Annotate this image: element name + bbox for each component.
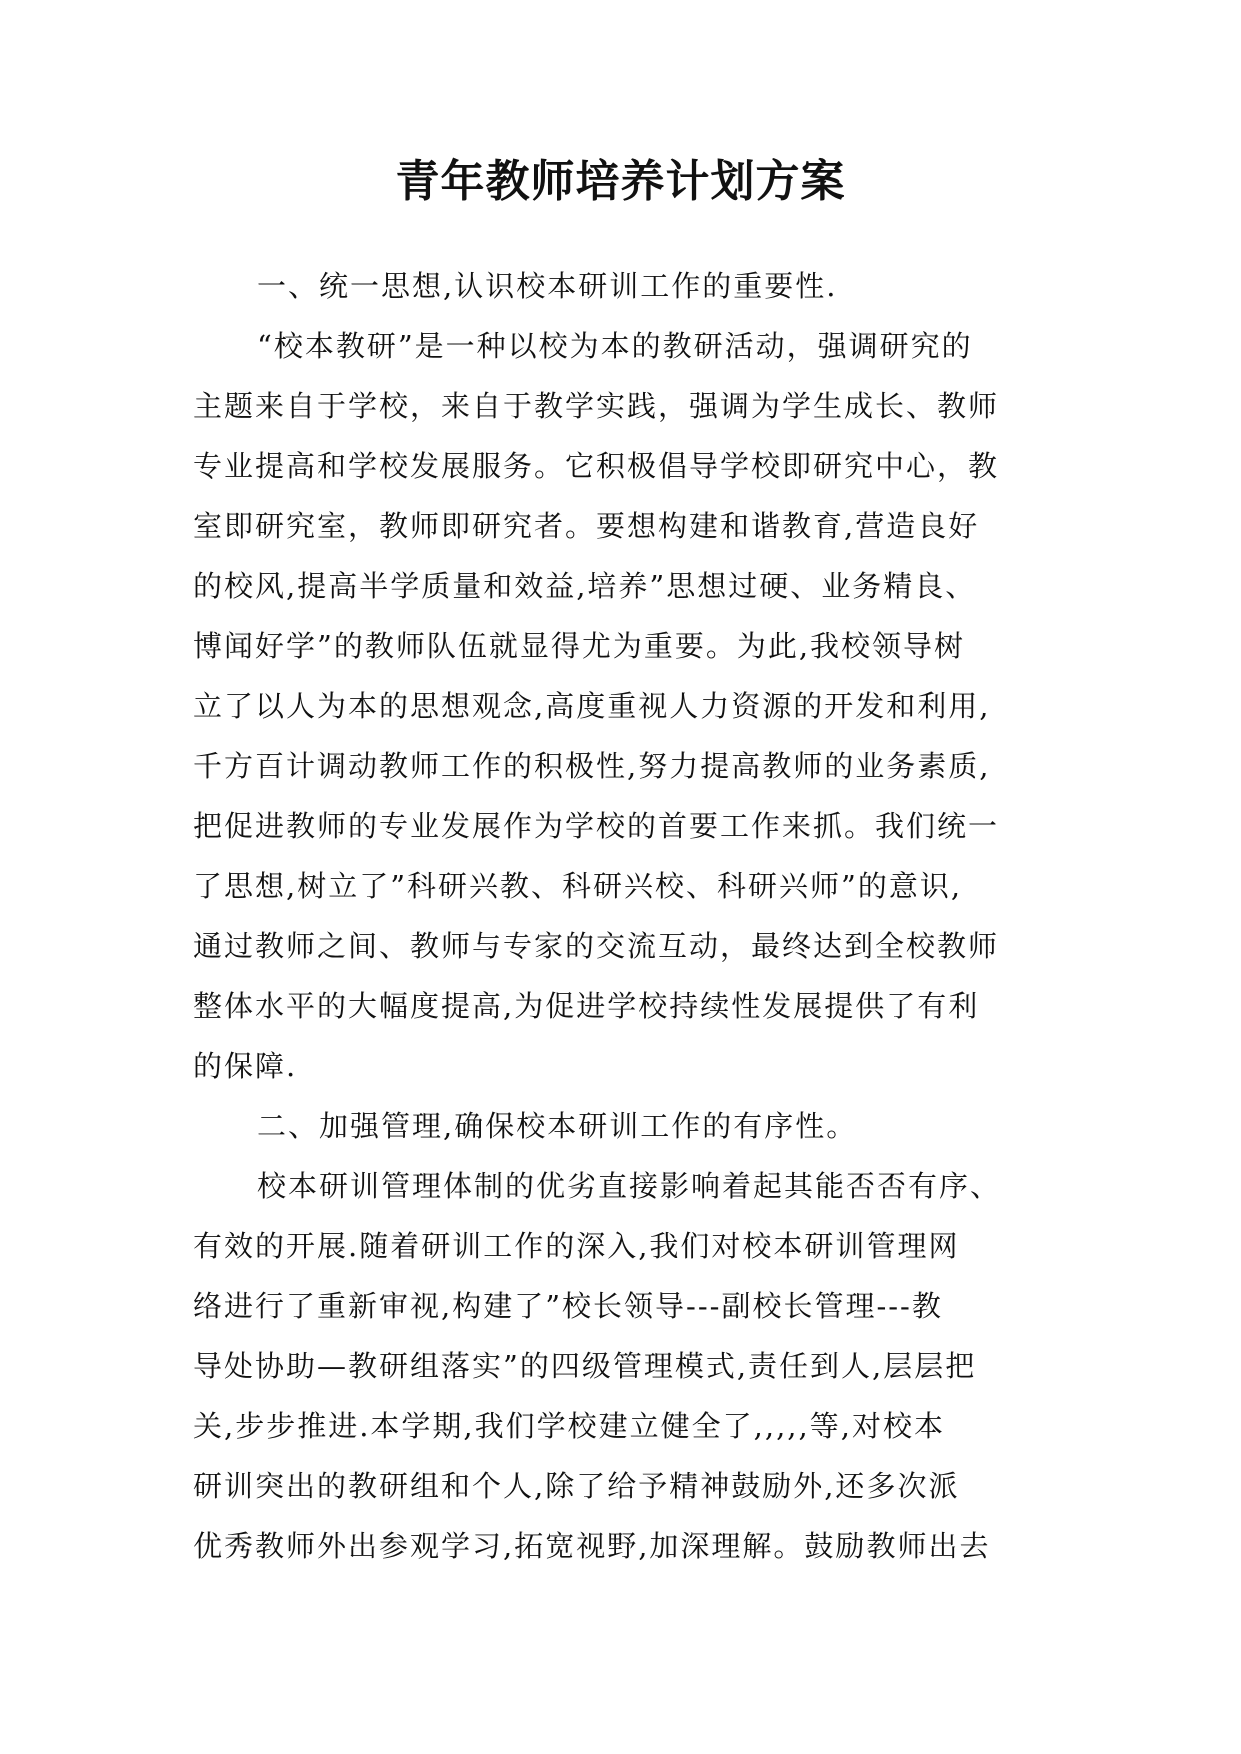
paragraph-line: 立了以人为本的思想观念,高度重视人力资源的开发和利用, bbox=[193, 689, 991, 723]
paragraph-line: 主题来自于学校，来自于教学实践，强调为学生成长、教师 bbox=[193, 389, 1000, 423]
paragraph-line: 把促进教师的专业发展作为学校的首要工作来抓。我们统一 bbox=[193, 809, 1000, 843]
paragraph-line: 博闻好学”的教师队伍就显得尤为重要。为此,我校领导树 bbox=[193, 629, 966, 663]
paragraph-line: 络进行了重新审视,构建了”校长领导---副校长管理---教 bbox=[193, 1289, 943, 1323]
document-title: 青年教师培养计划方案 bbox=[395, 156, 846, 207]
document-body bbox=[193, 256, 1063, 1576]
paragraph-line: 研训突出的教研组和个人,除了给予精神鼓励外,还多次派 bbox=[193, 1469, 960, 1503]
section-heading-1: 一、统一思想,认识校本研训工作的重要性. bbox=[257, 269, 838, 303]
paragraph-line: 有效的开展.随着研训工作的深入,我们对校本研训管理网 bbox=[193, 1229, 960, 1263]
paragraph-line: “校本教研”是一种以校为本的教研活动，强调研究的 bbox=[257, 329, 973, 363]
paragraph-line: 优秀教师外出参观学习,拓宽视野,加深理解。鼓励教师出去 bbox=[193, 1529, 991, 1563]
paragraph-line: 整体水平的大幅度提高,为促进学校持续性发展提供了有利 bbox=[193, 989, 980, 1023]
paragraph-line: 了思想,树立了”科研兴教、科研兴校、科研兴师”的意识, bbox=[193, 869, 963, 903]
paragraph-line: 的校风,提高半学质量和效益,培养”思想过硬、业务精良、 bbox=[193, 569, 977, 603]
section-heading-2: 二、加强管理,确保校本研训工作的有序性。 bbox=[257, 1109, 858, 1143]
paragraph-line: 导处协助—教研组落实”的四级管理模式,责任到人,层层把 bbox=[193, 1349, 977, 1383]
paragraph-line: 关,步步推进.本学期,我们学校建立健全了,,,,,等,对校本 bbox=[193, 1409, 945, 1443]
paragraph-line: 校本研训管理体制的优劣直接影响着起其能否否有序、 bbox=[257, 1169, 1002, 1203]
paragraph-line: 专业提高和学校发展服务。它积极倡导学校即研究中心，教 bbox=[193, 449, 1000, 483]
paragraph-line: 的保障. bbox=[193, 1049, 298, 1083]
paragraph-line: 室即研究室，教师即研究者。要想构建和谐教育,营造良好 bbox=[193, 509, 980, 543]
paragraph-line: 通过教师之间、教师与专家的交流互动，最终达到全校教师 bbox=[193, 929, 1000, 963]
paragraph-line: 千方百计调动教师工作的积极性,努力提高教师的业务素质, bbox=[193, 749, 991, 783]
